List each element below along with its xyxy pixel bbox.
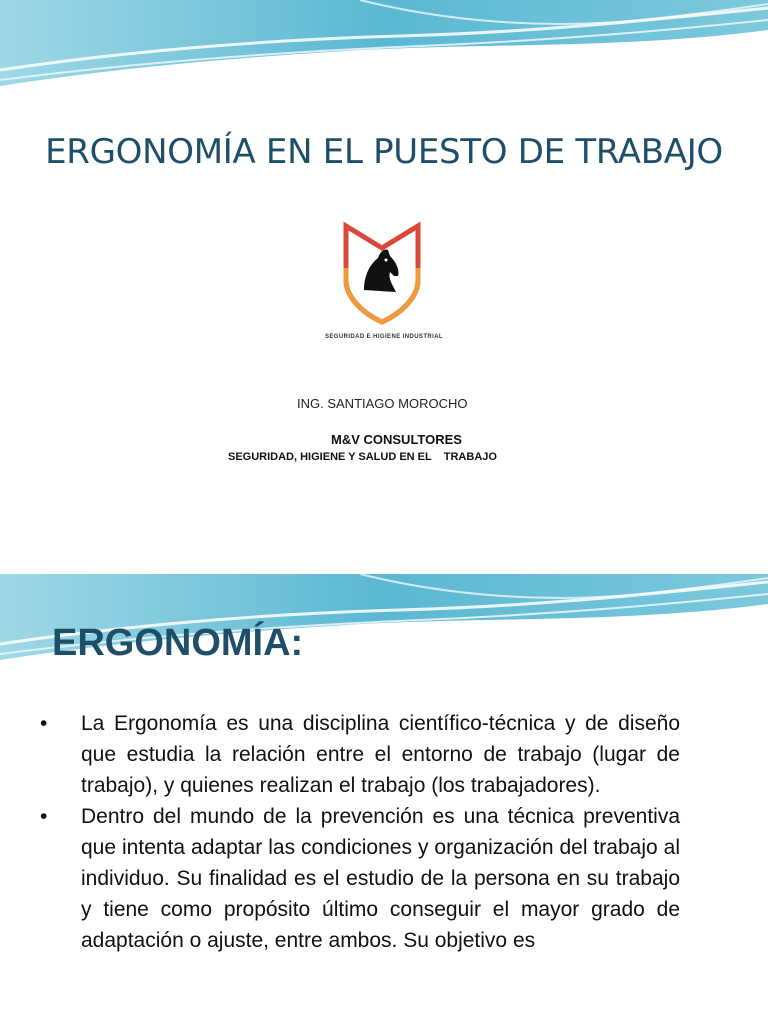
logo-caption: SEGURIDAD E HIGIENE INDUSTRIAL [324, 334, 443, 340]
shield-horse-logo-icon [334, 218, 430, 326]
company-name: M&V CONSULTORES [331, 432, 462, 447]
bullet-text: La Ergonomía es una disciplina científico-técnica y de diseño que estudia la relación entre el entorno de trabajo (lugar de trabajo), y quienes realizan el trabajo (los trabajadores). [81, 712, 680, 797]
slide-title: ERGONOMÍA EN EL PUESTO DE TRABAJO [45, 132, 723, 172]
bullet-text: Dentro del mundo de la prevención es una técnica preventiva que intenta adaptar las condiciones y organización del trabajo al individuo. Su finalidad es el estudio de la persona en su trabajo y tiene como propósito último conseguir el mayor grado de adaptación o ajuste, entre ambos. Su objetivo es [81, 805, 680, 952]
company-tagline: SEGURIDAD, HIGIENE Y SALUD EN EL TRABAJO [228, 451, 497, 463]
header-wave [0, 0, 768, 90]
slide-title: ERGONOMÍA: [52, 622, 304, 664]
author-name: ING. SANTIAGO MOROCHO [297, 396, 468, 411]
bullet-list [40, 708, 680, 956]
bullet-icon: • [40, 805, 48, 828]
bullet-icon: • [40, 712, 48, 735]
list-item [40, 801, 680, 956]
content-slide [0, 574, 768, 1024]
list-item [40, 708, 680, 801]
